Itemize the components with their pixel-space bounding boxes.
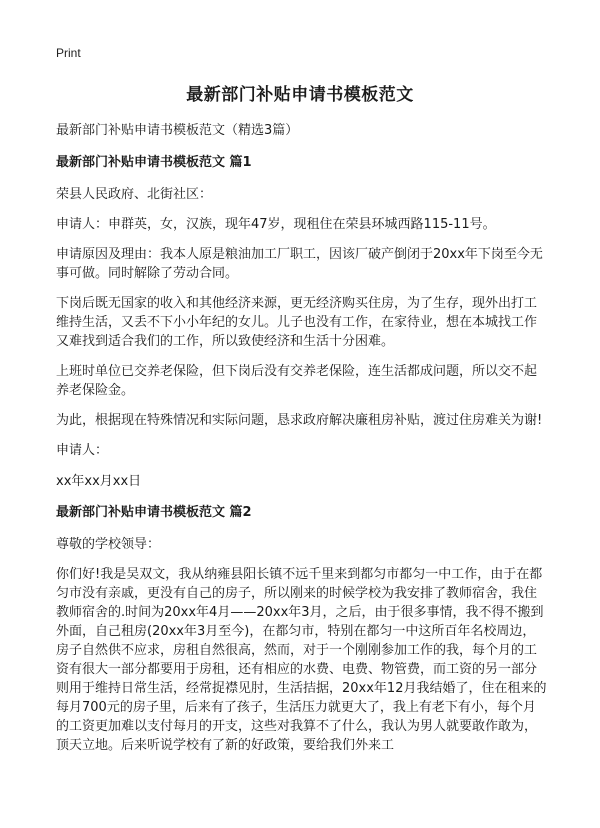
print-label: Print: [56, 46, 81, 60]
reason-paragraph: 申请原因及理由：我本人原是粮油加工厂职工，因该厂破产倒闭于20xx年下岗至今无事可做。同时解除了劳动合同。: [56, 247, 543, 281]
signature-label: 申请人：: [56, 443, 109, 458]
section-heading-2: 最新部门补贴申请书模板范文 篇2: [56, 505, 252, 520]
document-subtitle: 最新部门补贴申请书模板范文（精选3篇）: [56, 123, 299, 138]
salutation-paragraph: 尊敬的学校领导：: [56, 537, 161, 552]
letter-body-paragraph: 你们好!我是吴双文，我从纳雍县阳长镇不远千里来到都匀市都匀一中工作，由于在都匀市没有亲戚，更没有自己的房子，所以刚来的时候学校为我安排了教师宿舍，我住教师宿舍的.时间为20xx年4月——20xx年3月，之后，由于很多事情，我不得不搬到外面，自己租房(20xx年3月至今)，在都匀市，特别在都匀一中这所百年名校周边，房子自然供不应求，房租自然很高，然而，对于一个刚刚参加工作的我，每个月的工资有很大一部分都要用于房租，还有相应的水费、电费、物管费，而工资的另一部分则用于维持日常生活，经常捉襟见肘，生活拮据，20xx年12月我结婚了，住在租来的每月700元的房子里，后来有了孩子，生活压力就更大了，我上有老下有小，每个月的工资更加难以支付每月的开支，这些对我算不了什么，我认为男人就要敢作敢为，顶天立地。后来听说学校有了新的好政策，要给我们外来工: [56, 567, 547, 753]
addressee-paragraph: 荣县人民政府、北街社区：: [56, 187, 213, 202]
date-line: xx年xx月xx日: [56, 474, 142, 489]
insurance-paragraph: 上班时单位已交养老保险，但下岗后没有交养老保险，连生活都成问题，所以交不起养老保险金。: [56, 364, 538, 398]
request-paragraph: 为此，根据现在特殊情况和实际问题，恳求政府解决廉租房补贴，渡过住房难关为谢!: [56, 413, 543, 428]
section-heading-1: 最新部门补贴申请书模板范文 篇1: [56, 155, 252, 170]
page-title: 最新部门补贴申请书模板范文: [186, 85, 414, 105]
document-body: [56, 121, 548, 766]
hardship-paragraph: 下岗后既无国家的收入和其他经济来源，更无经济购买住房，为了生存，现外出打工维持生活，又丢不下小小年纪的女儿。儿子也没有工作，在家待业，想在本城找工作又难找到适合我们的工作，所以致使经济和生活十分困难。: [56, 296, 538, 349]
applicant-info-paragraph: 申请人：申群英，女，汉族，现年47岁，现租住在荣县环城西路115-11号。: [56, 217, 496, 232]
